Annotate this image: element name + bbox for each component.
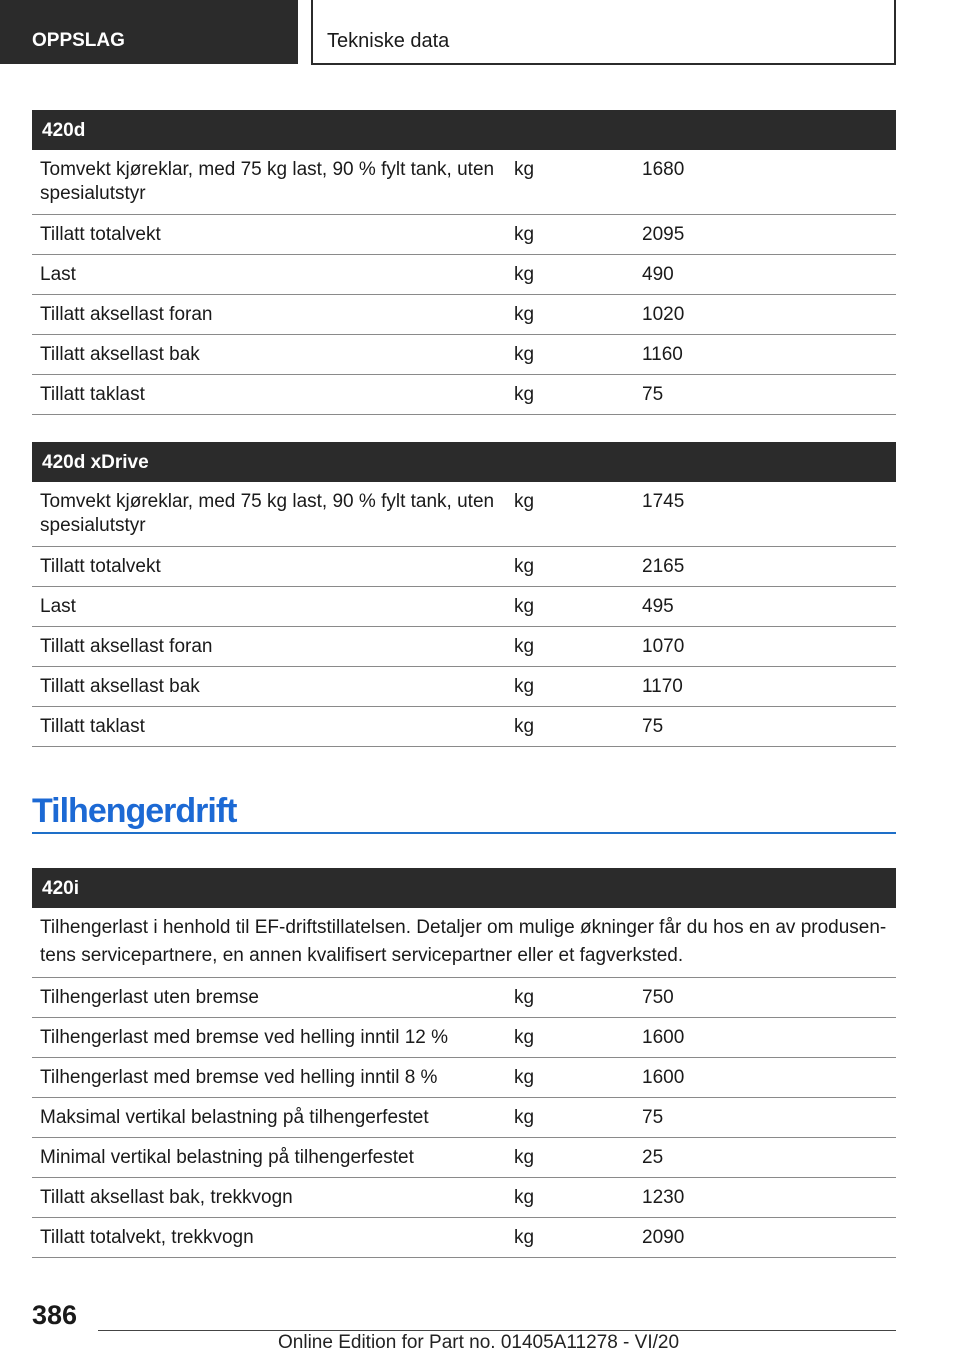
row-label: Last (40, 264, 76, 285)
table-heading: 420d (32, 110, 896, 150)
row-label: Tillatt aksellast bak (40, 344, 200, 365)
row-label: Tillatt totalvekt (40, 556, 161, 577)
table-row (32, 978, 896, 1018)
row-value: 1170 (642, 676, 683, 697)
row-unit: kg (514, 224, 535, 245)
table-row (32, 375, 896, 415)
row-label: Tillatt aksellast bak, trekkvogn (40, 1187, 293, 1208)
table-heading: 420i (32, 868, 896, 908)
row-unit: kg (514, 556, 535, 577)
row-value: 2090 (642, 1227, 685, 1248)
row-label: Tilhengerlast uten bremse (40, 987, 259, 1008)
table-note: Tilhengerlast i henhold til EF-driftstillatelsen. Detaljer om mulige økninger får du hos en av produsen-tens servicepartnere, en annen kvalifisert servicepartner eller et fagverksted. (32, 908, 896, 978)
table-row (32, 295, 896, 335)
row-value: 1600 (642, 1027, 685, 1048)
row-unit: kg (514, 491, 535, 512)
row-label: Minimal vertikal belastning på tilhengerfestet (40, 1147, 414, 1168)
row-value: 1745 (642, 491, 685, 512)
page-footer (0, 1290, 960, 1362)
row-value: 495 (642, 596, 674, 617)
section-heading: Tilhengerdrift (32, 786, 896, 834)
row-label: Tillatt aksellast foran (40, 636, 213, 657)
row-value: 1600 (642, 1067, 685, 1088)
row-unit: kg (514, 1187, 535, 1208)
row-value: 2095 (642, 224, 685, 245)
table-row (32, 627, 896, 667)
row-value: 1230 (642, 1187, 685, 1208)
row-unit: kg (514, 384, 535, 405)
row-unit: kg (514, 304, 535, 325)
row-value: 1070 (642, 636, 685, 657)
row-unit: kg (514, 1227, 535, 1248)
row-value: 1680 (642, 159, 685, 180)
row-unit: kg (514, 1027, 535, 1048)
table-row (32, 150, 896, 215)
row-unit: kg (514, 716, 535, 737)
table-heading: 420d xDrive (32, 442, 896, 482)
row-label: Tillatt aksellast foran (40, 304, 213, 325)
row-value: 490 (642, 264, 674, 285)
table-row (32, 1018, 896, 1058)
row-unit: kg (514, 159, 535, 180)
row-value: 75 (642, 384, 664, 405)
row-label: Tomvekt kjøreklar, med 75 kg last, 90 % fylt tank, uten spesialutstyr (40, 159, 495, 204)
row-label: Tillatt taklast (40, 716, 145, 737)
row-value: 2165 (642, 556, 685, 577)
spec-table-420d-xdrive (32, 442, 896, 747)
row-unit: kg (514, 1067, 535, 1088)
row-label: Last (40, 596, 76, 617)
row-value: 25 (642, 1147, 664, 1168)
row-value: 75 (642, 1107, 664, 1128)
row-unit: kg (514, 636, 535, 657)
row-label: Tilhengerlast med bremse ved helling inntil 12 % (40, 1027, 449, 1048)
chapter-title: Tekniske data (311, 0, 896, 65)
table-row (32, 335, 896, 375)
table-row (32, 1218, 896, 1258)
row-label: Tomvekt kjøreklar, med 75 kg last, 90 % fylt tank, uten spesialutstyr (40, 491, 495, 536)
row-unit: kg (514, 676, 535, 697)
row-unit: kg (514, 1107, 535, 1128)
row-label: Maksimal vertikal belastning på tilhengerfestet (40, 1107, 429, 1128)
table-row (32, 215, 896, 255)
page-number: 386 (32, 1300, 78, 1330)
trailer-table-420i (32, 868, 896, 1258)
edition-note: Online Edition for Part no. 01405A11278 - VI/20 (278, 1332, 680, 1353)
row-label: Tilhengerlast med bremse ved helling inntil 8 % (40, 1067, 438, 1088)
row-value: 1160 (642, 344, 683, 365)
table-row (32, 255, 896, 295)
table-row (32, 482, 896, 547)
row-label: Tillatt totalvekt (40, 224, 161, 245)
row-value: 750 (642, 987, 674, 1008)
row-label: Tillatt totalvekt, trekkvogn (40, 1227, 254, 1248)
row-label: Tillatt taklast (40, 384, 145, 405)
page-header (0, 0, 960, 66)
row-unit: kg (514, 344, 535, 365)
table-row (32, 587, 896, 627)
section-tab: OPPSLAG (0, 0, 298, 64)
row-unit: kg (514, 1147, 535, 1168)
row-unit: kg (514, 264, 535, 285)
row-unit: kg (514, 987, 535, 1008)
table-row (32, 1138, 896, 1178)
table-row (32, 707, 896, 747)
table-row (32, 1098, 896, 1138)
row-unit: kg (514, 596, 535, 617)
table-row (32, 547, 896, 587)
table-row (32, 1058, 896, 1098)
row-label: Tillatt aksellast bak (40, 676, 200, 697)
row-value: 1020 (642, 304, 685, 325)
footer-divider (98, 1330, 896, 1331)
table-row (32, 1178, 896, 1218)
spec-table-420d (32, 110, 896, 415)
row-value: 75 (642, 716, 664, 737)
table-row (32, 667, 896, 707)
